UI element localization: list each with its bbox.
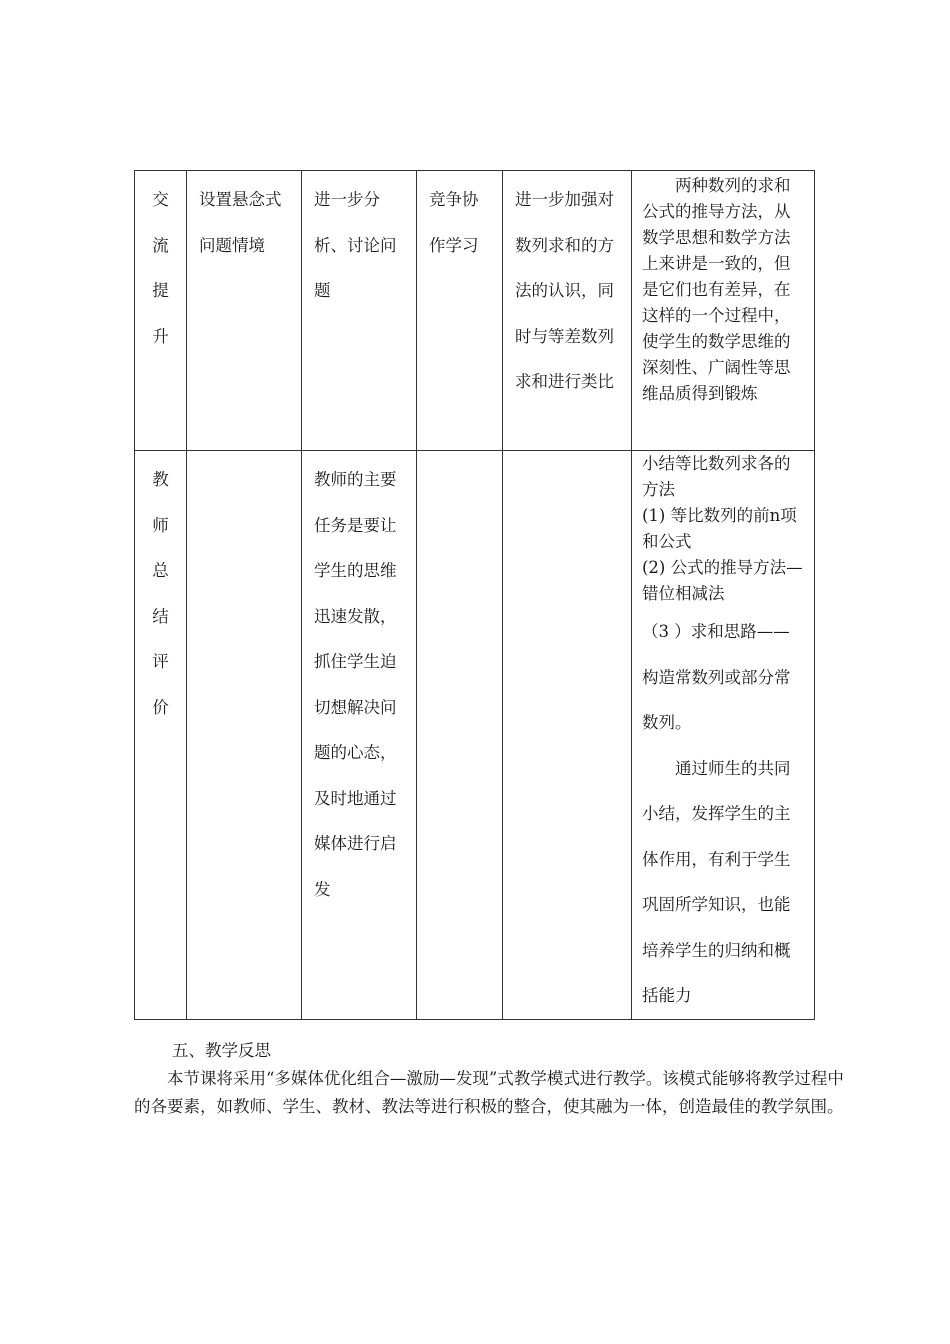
method-text: 进一步分析、讨论问题 — [314, 190, 397, 300]
method-cell — [302, 171, 417, 451]
note-text: 两种数列的求和公式的推导方法，从数学思想和数学方法上来讲是一致的，但是它们也有差异，在这样的一个过程中，使学生的数学思维的深刻性、广阔性等思维品质得到锻炼 — [642, 176, 791, 403]
note-cell — [632, 451, 815, 1020]
stage-char: 评 — [152, 652, 169, 671]
stage-char: 教 — [152, 470, 169, 489]
note-cell — [632, 171, 815, 451]
summary-conclusion: 通过师生的共同小结，发挥学生的主体作用，有利于学生巩固所学知识，也能培养学生的归纳和概括能力 — [642, 758, 791, 1005]
scene-cell — [187, 171, 302, 451]
section-heading: 五、教学反思 — [172, 1041, 271, 1060]
stage-char: 交 — [152, 190, 169, 209]
stage-char: 师 — [152, 515, 169, 535]
summary-intro: 小结等比数列求各的方法 — [642, 454, 791, 499]
purpose-cell — [503, 171, 632, 451]
table-row — [135, 451, 815, 1020]
scene-text: 设置悬念式问题情境 — [199, 190, 282, 255]
stage-char: 总 — [152, 561, 169, 580]
stage-cell — [135, 451, 187, 1020]
activity-text: 竞争协作学习 — [429, 190, 479, 255]
stage-char: 提 — [152, 281, 169, 300]
scene-cell — [187, 451, 302, 1020]
stage-cell — [135, 171, 187, 451]
stage-char: 价 — [152, 697, 169, 717]
stage-char: 结 — [152, 606, 169, 626]
summary-item-2: (2) 公式的推导方法—错位相减法 — [642, 558, 803, 603]
purpose-text: 进一步加强对数列求和的方法的认识，同时与等差数列求和进行类比 — [515, 190, 614, 391]
method-text: 教师的主要任务是要让学生的思维迅速发散，抓住学生迫切想解决问题的心态，及时地通过媒体进行启发 — [314, 470, 397, 899]
stage-char: 升 — [152, 326, 169, 346]
activity-cell — [417, 451, 503, 1020]
summary-item-3: （3 ）求和思路——构造常数列或部分常数列。 — [642, 622, 791, 732]
table-row — [135, 171, 815, 451]
stage-char: 流 — [152, 235, 169, 255]
section-body: 本节课将采用“多媒体优化组合—激励—发现”式教学模式进行教学。该模式能够将教学过程中的各要素，如教师、学生、教材、教法等进行积极的整合，使其融为一体，创造最佳的教学氛围。 — [134, 1069, 844, 1116]
method-cell — [302, 451, 417, 1020]
purpose-cell — [503, 451, 632, 1020]
lesson-plan-table — [134, 170, 815, 1020]
activity-cell — [417, 171, 503, 451]
reflection-section — [134, 1037, 846, 1121]
summary-item-1: (1) 等比数列的前n项和公式 — [642, 506, 797, 551]
